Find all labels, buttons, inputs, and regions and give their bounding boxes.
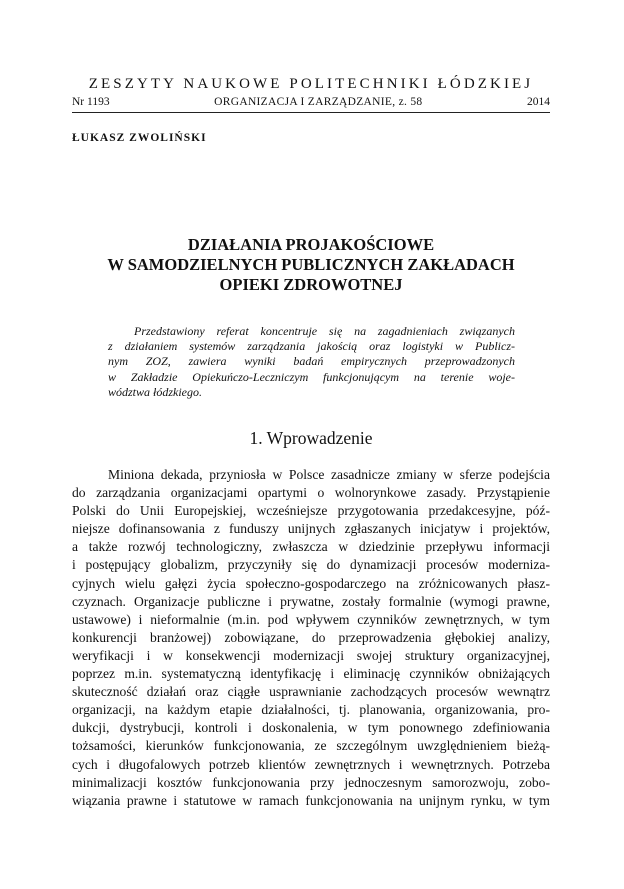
body-line: konkurencji branżowej) zobowiązane, do przeprowadzenia głębokiej analizy, xyxy=(72,629,550,645)
body-line: czyznach. Organizacje publiczne i prywatne, zostały formalnie (wymogi prawne, xyxy=(72,593,550,609)
article-title xyxy=(72,235,550,295)
body-line: cyjnych wielu gałęzi życia społeczno-gospodarczego na zróżnicowanych płasz- xyxy=(72,575,550,591)
journal-name: ZESZYTY NAUKOWE POLITECHNIKI ŁÓDZKIEJ xyxy=(88,76,534,92)
body-text xyxy=(72,466,550,810)
body-line: niejsze dofinansowania z funduszy unijnych zgłaszanych inicjatyw i projektów, xyxy=(72,521,550,537)
body-line: do zarządzania organizacjami opartymi o wolnorynkowe zasady. Przystąpienie xyxy=(72,485,550,501)
series-name: ORGANIZACJA I ZARZĄDZANIE, z. 58 xyxy=(214,96,423,108)
issue-line xyxy=(72,96,550,113)
body-line: tożsamości, kierunków funkcjonowania, ze szczególnym uwzględnieniem bieżą- xyxy=(72,738,550,754)
body-line: dukcji, dystrybucji, kontroli i doskonalenia, w tym ponownego zdefiniowania xyxy=(72,720,550,736)
issue-year: 2014 xyxy=(527,96,550,108)
abstract-line: w Zakładzie Opiekuńczo-Leczniczym funkcjonującym na terenie woje- xyxy=(108,369,515,384)
title-line: DZIAŁANIA PROJAKOŚCIOWE xyxy=(187,235,435,254)
body-line: a także rozwój technologiczny, zwłaszcza w dziedzinie przepływu informacji xyxy=(72,539,550,555)
abstract-line: nym ZOZ, zawiera wyniki badań empirycznych przeprowadzonych xyxy=(108,354,515,369)
author-name: ŁUKASZ ZWOLIŃSKI xyxy=(72,132,207,144)
title-line: OPIEKI ZDROWOTNEJ xyxy=(219,275,403,294)
body-line: ustawowe) i nieformalnie (m.in. pod wpływem czynników zewnętrznych, w tym xyxy=(72,611,550,627)
body-line: i postępujący globalizm, przyczyniły się do dynamizacji procesów moderniza- xyxy=(72,557,550,573)
abstract-line: wództwa łódzkiego. xyxy=(108,384,203,399)
body-line: weryfikacji i w konsekwencji modernizacji swojej struktury organizacyjnej, xyxy=(72,647,550,663)
body-line: minimalizacji kosztów funkcjonowania przy jednoczesnym samorozwoju, zobo- xyxy=(72,774,550,790)
abstract-line: Przedstawiony referat koncentruje się na zagadnieniach związanych xyxy=(134,324,515,338)
body-line: wiązania prawne i statutowe w ramach funkcjonowania na unijnym rynku, w tym xyxy=(72,792,550,808)
title-line: W SAMODZIELNYCH PUBLICZNYCH ZAKŁADACH xyxy=(107,255,515,274)
abstract-line: z działaniem systemów zarządzania jakością oraz logistyki w Publicz- xyxy=(108,339,515,354)
body-line: cych i długofalowych potrzeb klientów zewnętrznych i wewnętrznych. Potrzeba xyxy=(72,756,550,772)
body-line: poprzez m.in. systematyczną identyfikację i eliminację czynników obniżających xyxy=(72,666,550,682)
abstract xyxy=(108,324,515,400)
issue-number: Nr 1193 xyxy=(72,96,110,108)
body-line: organizacji, na każdym etapie działalności, tj. planowania, organizowania, pro- xyxy=(72,702,550,718)
body-line: Miniona dekada, przyniosła w Polsce zasadnicze zmiany w sferze podejścia xyxy=(108,467,550,482)
section-heading: 1. Wprowadzenie xyxy=(249,428,373,448)
body-line: skuteczność działań oraz ciągłe usprawnianie zachodzących procesów wewnątrz xyxy=(72,684,550,700)
body-line: Polski do Unii Europejskiej, wcześniejsze przygotowania przedakcesyjne, póź- xyxy=(72,503,550,519)
